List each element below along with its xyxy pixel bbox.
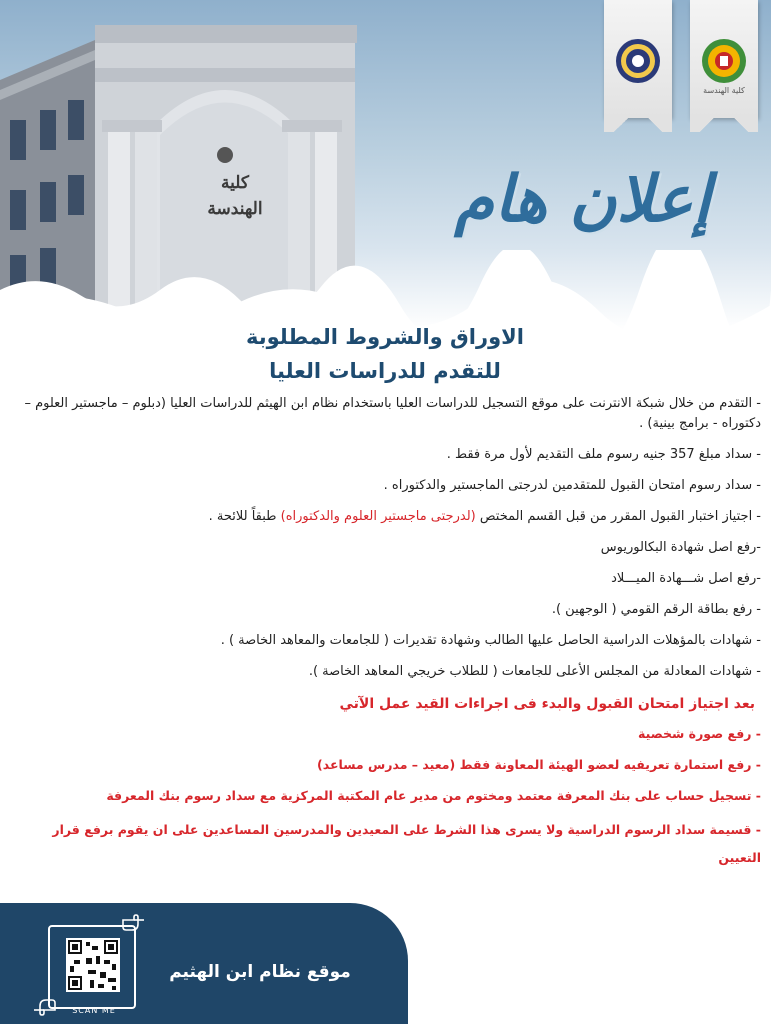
list-item: - شهادات المعادلة من المجلس الأعلى للجامعات ( للطلاب خريجي المعاهد الخاصة ). <box>308 664 761 679</box>
college-sign-line2: الهندسة <box>207 199 263 219</box>
item-text: طبقاً للائحة . <box>208 509 281 524</box>
university-seal-icon <box>615 38 661 84</box>
list-item: - شهادات بالمؤهلات الدراسية الحاصل عليها الطالب وشهادة تقديرات ( للجامعات والمعاهد الخاصة ) . <box>220 633 761 648</box>
pointing-hand-icon <box>32 992 58 1018</box>
list-item: - التقدم من خلال شبكة الانترنت على موقع التسجيل للدراسات العليا باستخدام نظام ابن الهيثم للدراسات العليا (دبلوم – ماجستير العلوم – دكتوراه - برامج بينية) . <box>24 396 761 431</box>
requirements-list <box>0 394 771 881</box>
list-item: -رفع اصل شهادة البكالوريوس <box>600 540 761 555</box>
college-sign-line1: كلية <box>221 173 249 193</box>
list-item: -رفع اصل شـــهادة الميـــلاد <box>611 571 761 586</box>
scan-me-label: SCAN ME <box>72 1006 116 1015</box>
college-sign-text <box>185 170 285 222</box>
faculty-logo-caption: كلية الهندسة <box>703 86 745 95</box>
highlighted-text: (لدرجتى ماجستير العلوم والدكتوراه) <box>280 509 476 524</box>
list-item: - سداد رسوم امتحان القبول للمتقدمين لدرجتى الماجستير والدكتوراه . <box>383 478 761 493</box>
faculty-logo-banner <box>690 0 758 118</box>
list-item: - سداد مبلغ 357 جنيه رسوم ملف التقديم لأول مرة فقط . <box>446 447 761 462</box>
ibn-haytham-site-label[interactable]: موقع نظام ابن الهثيم <box>169 962 351 982</box>
after-admission-step: - رفع استمارة تعريفيه لعضو الهيئة المعاونة فقط (معيد – مدرس مساعد) <box>317 757 761 772</box>
important-announcement-heading: إعلان هام <box>454 162 711 237</box>
pointing-hand-icon <box>120 912 146 938</box>
header-banner <box>0 0 771 330</box>
title-line-1: الاوراق والشروط المطلوبة <box>246 325 524 349</box>
item-text: - اجتياز اختبار القبول المقرر من قبل القسم المختص <box>475 509 761 524</box>
torn-paper-edge <box>0 250 771 330</box>
page-title <box>230 320 540 388</box>
university-logo-banner <box>604 0 672 118</box>
list-item <box>6 507 761 527</box>
after-admission-step: - قسيمة سداد الرسوم الدراسية ولا يسرى هذا الشرط على المعيدين والمدرسين المساعدين على ان يقوم برفع قرار التعيين <box>52 822 761 865</box>
list-item: - رفع بطاقة الرقم القومي ( الوجهين ). <box>551 602 761 617</box>
faculty-seal-icon <box>701 38 747 84</box>
title-line-2: للتقدم للدراسات العليا <box>269 359 501 383</box>
after-admission-step: - تسجيل حساب على بنك المعرفة معتمد ومختوم من مدير عام المكتبة المركزية مع سداد رسوم بنك المعرفة <box>106 788 761 803</box>
qr-code-icon[interactable] <box>66 938 120 992</box>
after-admission-heading: بعد اجتياز امتحان القبول والبدء فى اجراءات القيد عمل الآتي <box>339 696 755 712</box>
after-admission-step: - رفع صورة شخصية <box>638 726 761 741</box>
